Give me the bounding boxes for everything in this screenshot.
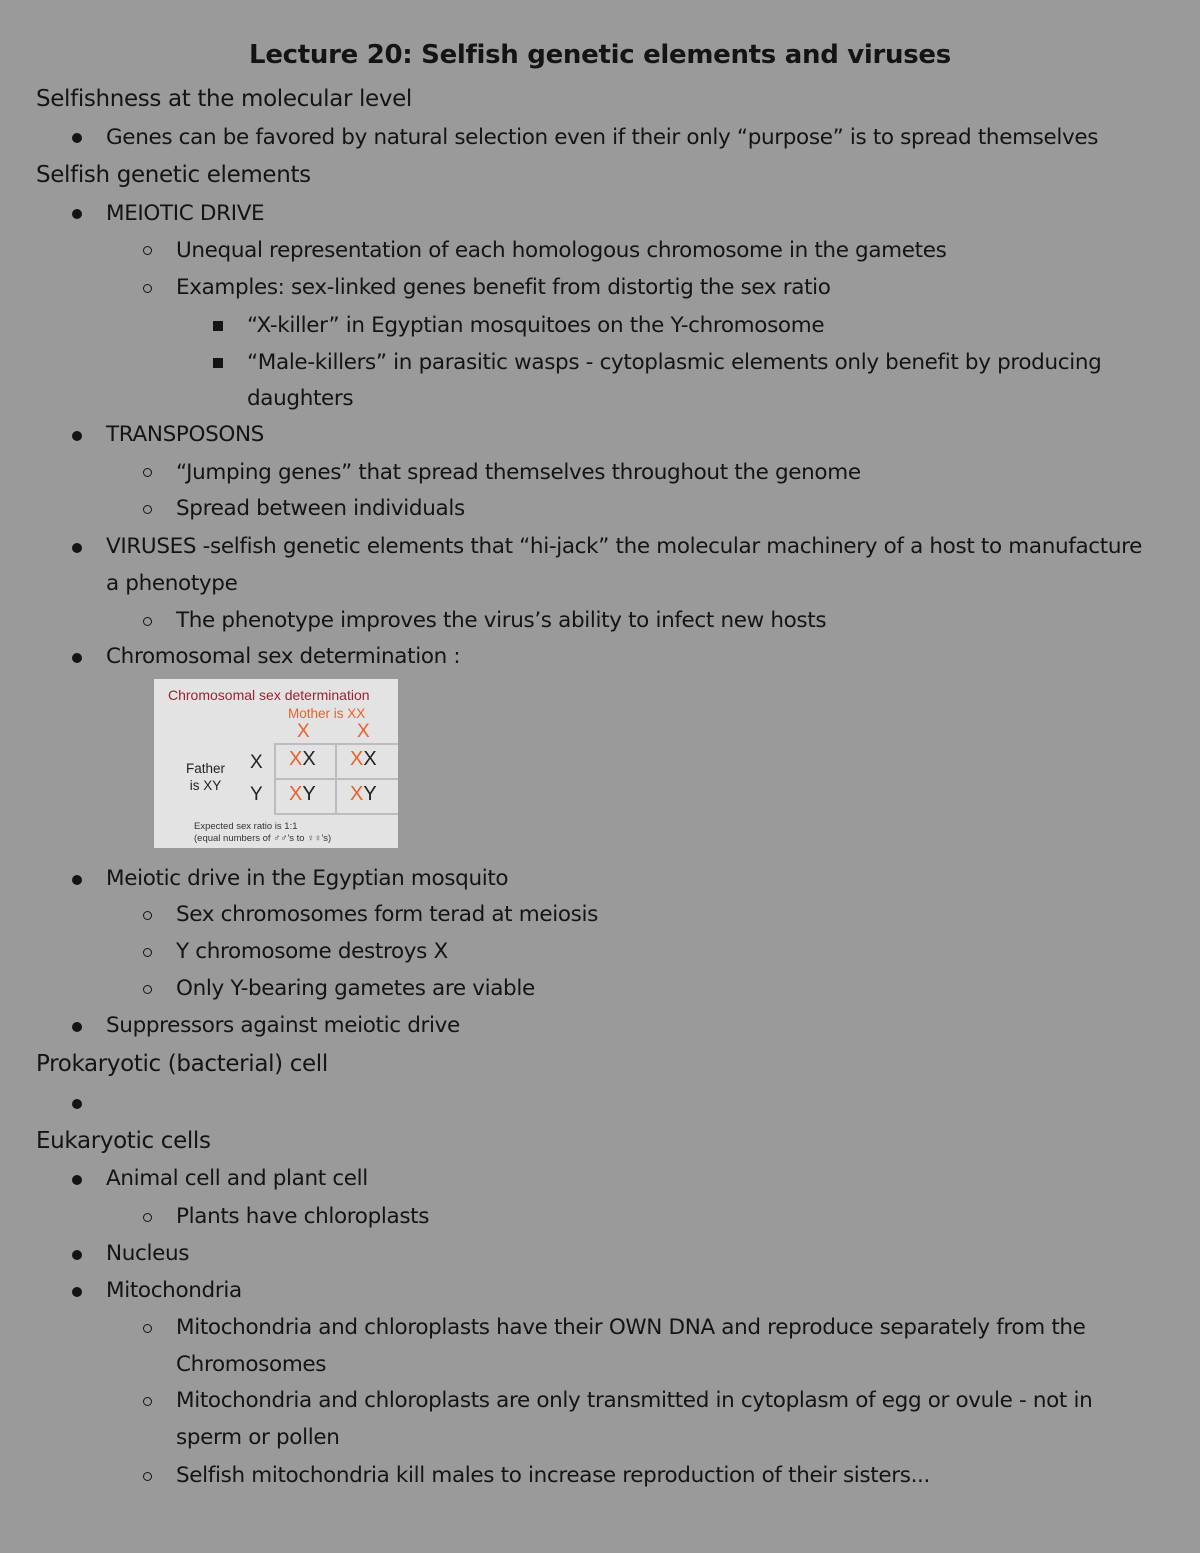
bullet-disc-icon: [72, 1099, 82, 1109]
list-item-continuation: daughters: [247, 386, 354, 411]
bullet-circle-icon: [143, 468, 152, 477]
bullet-disc-icon: [72, 133, 82, 143]
list-item: Only Y-bearing gametes are viable: [176, 976, 535, 1001]
heading-selfishness: Selfishness at the molecular level: [36, 86, 412, 112]
maternal-allele: X: [289, 783, 303, 805]
grid-line: [335, 743, 337, 815]
father-label-line: Father: [186, 761, 226, 776]
punnett-square-figure: [154, 679, 398, 848]
bullet-circle-icon: [143, 948, 152, 957]
list-item: Mitochondria: [106, 1278, 242, 1303]
punnett-cell-xy: [350, 783, 377, 806]
list-item: Selfish mitochondria kill males to increase reproduction of their sisters...: [176, 1463, 931, 1488]
bullet-circle-icon: [143, 246, 152, 255]
footnote-line: (equal numbers of ♂♂'s to ♀♀'s): [194, 833, 332, 844]
list-item-continuation: Chromosomes: [176, 1352, 327, 1377]
bullet-disc-icon: [72, 431, 82, 441]
list-item: VIRUSES -selfish genetic elements that “hi-jack” the molecular machinery of a host to manufacture: [106, 534, 1143, 559]
father-allele: Y: [250, 784, 263, 805]
list-item: Mitochondria and chloroplasts are only transmitted in cytoplasm of egg or ovule - not in: [176, 1388, 1093, 1413]
figure-title: Chromosomal sex determination: [168, 687, 370, 703]
list-item: The phenotype improves the virus’s ability to infect new hosts: [176, 608, 827, 633]
list-item: “X-killer” in Egyptian mosquitoes on the Y-chromosome: [247, 313, 825, 338]
paternal-allele: Y: [302, 783, 316, 805]
list-item: Mitochondria and chloroplasts have their OWN DNA and reproduce separately from the: [176, 1315, 1086, 1340]
father-label-line: is XY: [189, 778, 222, 793]
father-label: [186, 760, 225, 794]
bullet-disc-icon: [72, 1175, 82, 1185]
bullet-disc-icon: [72, 1022, 82, 1032]
list-item: Unequal representation of each homologous chromosome in the gametes: [176, 238, 947, 263]
figure-footnote: [194, 821, 331, 845]
bullet-circle-icon: [143, 1324, 152, 1333]
heading-eukaryotic: Eukaryotic cells: [36, 1128, 211, 1154]
maternal-allele: X: [350, 748, 364, 770]
list-item: Genes can be favored by natural selection even if their only “purpose” is to spread themselves: [106, 125, 1099, 150]
paternal-allele: X: [363, 748, 377, 770]
bullet-circle-icon: [143, 505, 152, 514]
list-item: Nucleus: [106, 1241, 190, 1266]
father-allele: X: [250, 752, 263, 773]
punnett-cell-xx: [289, 748, 316, 771]
bullet-circle-icon: [143, 1213, 152, 1222]
bullet-disc-icon: [72, 653, 82, 663]
bullet-circle-icon: [143, 1397, 152, 1406]
list-item: Y chromosome destroys X: [176, 939, 448, 964]
list-item: “Jumping genes” that spread themselves throughout the genome: [176, 460, 861, 485]
paternal-allele: X: [302, 748, 316, 770]
bullet-circle-icon: [143, 911, 152, 920]
mother-allele: X: [297, 721, 310, 742]
bullet-square-icon: [213, 358, 223, 368]
mother-label: Mother is XX: [288, 706, 366, 721]
maternal-allele: X: [289, 748, 303, 770]
bullet-square-icon: [213, 321, 223, 331]
list-item: Examples: sex-linked genes benefit from distortig the sex ratio: [176, 275, 831, 300]
bullet-disc-icon: [72, 1250, 82, 1260]
list-item-continuation: a phenotype: [106, 571, 238, 596]
bullet-circle-icon: [143, 1472, 152, 1481]
list-item: Chromosomal sex determination :: [106, 644, 461, 669]
heading-prokaryotic: Prokaryotic (bacterial) cell: [36, 1051, 328, 1077]
bullet-disc-icon: [72, 543, 82, 553]
list-item: Animal cell and plant cell: [106, 1166, 368, 1191]
bullet-circle-icon: [143, 985, 152, 994]
punnett-cell-xx: [350, 748, 377, 771]
list-item-continuation: sperm or pollen: [176, 1425, 340, 1450]
list-item: Suppressors against meiotic drive: [106, 1013, 460, 1038]
grid-line: [274, 743, 276, 815]
heading-selfish-elements: Selfish genetic elements: [36, 162, 311, 188]
punnett-cell-xy: [289, 783, 316, 806]
bullet-circle-icon: [143, 617, 152, 626]
list-item: Spread between individuals: [176, 496, 465, 521]
mother-allele: X: [357, 721, 370, 742]
list-item: Plants have chloroplasts: [176, 1204, 430, 1229]
bullet-circle-icon: [143, 284, 152, 293]
footnote-line: Expected sex ratio is 1:1: [194, 821, 298, 832]
list-item: MEIOTIC DRIVE: [106, 201, 265, 226]
list-item: Meiotic drive in the Egyptian mosquito: [106, 866, 509, 891]
bullet-disc-icon: [72, 875, 82, 885]
bullet-disc-icon: [72, 209, 82, 219]
page-title: Lecture 20: Selfish genetic elements and viruses: [249, 40, 951, 70]
bullet-disc-icon: [72, 1287, 82, 1297]
paternal-allele: Y: [363, 783, 377, 805]
maternal-allele: X: [350, 783, 364, 805]
list-item: Sex chromosomes form terad at meiosis: [176, 902, 598, 927]
list-item: “Male-killers” in parasitic wasps - cytoplasmic elements only benefit by producing: [247, 350, 1102, 375]
list-item: TRANSPOSONS: [106, 422, 264, 447]
